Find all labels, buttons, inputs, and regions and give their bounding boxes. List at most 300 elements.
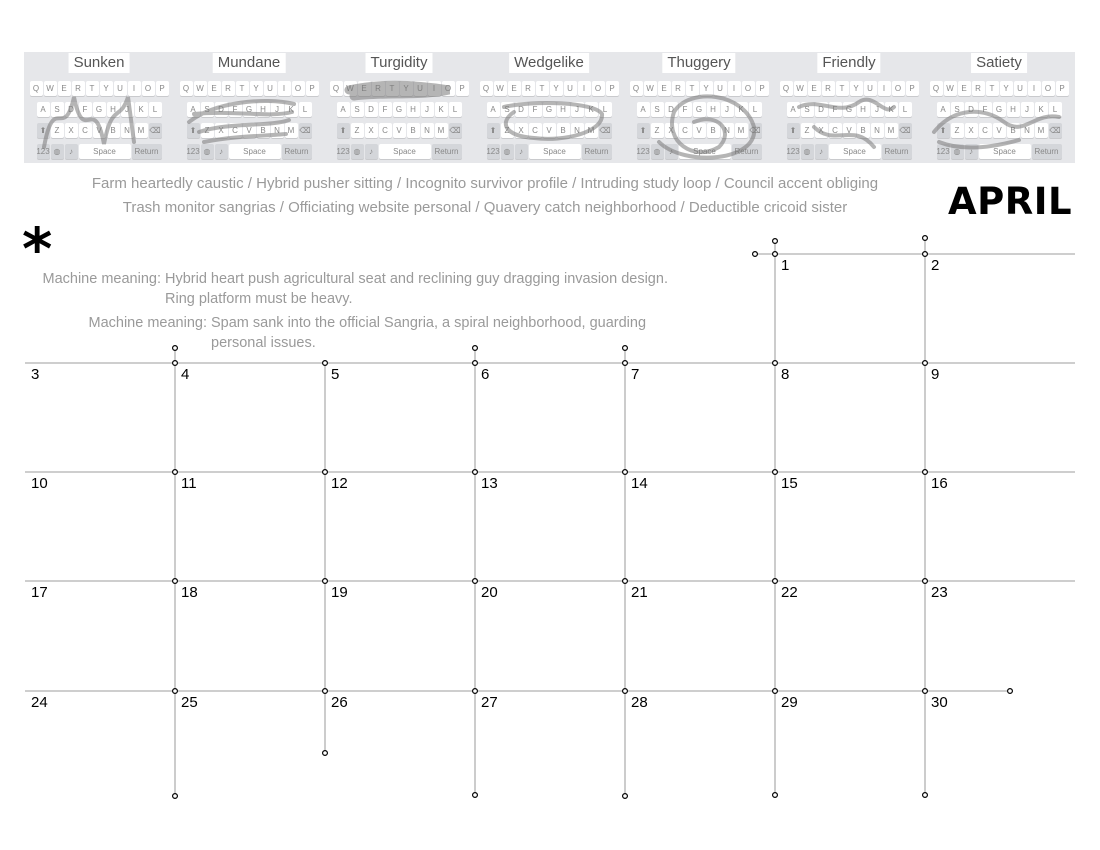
key-t[interactable]: T [536,81,549,96]
keyboard-title: Wedgelike [509,53,589,73]
key-q[interactable]: Q [780,81,793,96]
day-number: 3 [31,366,40,383]
return-key[interactable]: Return [732,144,762,159]
numbers-key[interactable]: 123 [637,144,650,159]
grid-node-dot [773,239,778,244]
key-u[interactable]: U [114,81,127,96]
day-number: 25 [181,694,198,711]
key-e[interactable]: E [808,81,821,96]
key-l[interactable]: L [299,102,312,117]
key-c[interactable]: C [229,123,242,138]
key-f[interactable]: F [679,102,692,117]
space-key[interactable]: Space [979,144,1031,159]
key-u[interactable]: U [414,81,427,96]
day-number: 13 [481,475,498,492]
key-k[interactable]: K [1035,102,1048,117]
key-q[interactable]: Q [630,81,643,96]
key-c[interactable]: C [79,123,92,138]
globe-key-icon[interactable]: ◍ [651,144,664,159]
day-number: 26 [331,694,348,711]
key-a[interactable]: A [787,102,800,117]
shift-key-icon[interactable]: ⬆ [37,123,50,138]
day-number: 16 [931,475,948,492]
day-number: 23 [931,584,948,601]
key-o[interactable]: O [442,81,455,96]
grid-node-dot [623,470,628,475]
key-j[interactable]: J [271,102,284,117]
key-r[interactable]: R [72,81,85,96]
day-number: 2 [931,257,940,274]
key-a[interactable]: A [187,102,200,117]
grid-node-dot [623,361,628,366]
grid-node-dot [173,346,178,351]
key-n[interactable]: N [721,123,734,138]
key-r[interactable]: R [672,81,685,96]
key-w[interactable]: W [944,81,957,96]
key-q[interactable]: Q [330,81,343,96]
mic-key-icon[interactable]: ♪ [65,144,78,159]
key-v[interactable]: V [243,123,256,138]
key-u[interactable]: U [864,81,877,96]
key-j[interactable]: J [1021,102,1034,117]
key-c[interactable]: C [679,123,692,138]
day-number: 28 [631,694,648,711]
key-z[interactable]: Z [351,123,364,138]
key-f[interactable]: F [979,102,992,117]
globe-key-icon[interactable]: ◍ [951,144,964,159]
key-b[interactable]: B [107,123,120,138]
shift-key-icon[interactable]: ⬆ [337,123,350,138]
phrase-line-1: Farm heartedly caustic / Hybrid pusher sitting / Incognito survivor profile / Intruding study loop / Council accent obliging [91,175,879,192]
key-i[interactable]: I [428,81,441,96]
key-g[interactable]: G [693,102,706,117]
key-r[interactable]: R [972,81,985,96]
key-f[interactable]: F [379,102,392,117]
key-t[interactable]: T [236,81,249,96]
shift-key-icon[interactable]: ⬆ [187,123,200,138]
space-key[interactable]: Space [79,144,131,159]
grid-node-dot [473,470,478,475]
key-i[interactable]: I [128,81,141,96]
grid-node-dot [173,794,178,799]
key-u[interactable]: U [714,81,727,96]
key-v[interactable]: V [93,123,106,138]
key-k[interactable]: K [585,102,598,117]
key-v[interactable]: V [843,123,856,138]
key-u[interactable]: U [564,81,577,96]
day-number: 15 [781,475,798,492]
keyboard-title: Friendly [817,53,880,73]
machine-meaning-text-line: Hybrid heart push agricultural seat and reclining guy dragging invasion design. [165,271,668,287]
grid-node-dot [323,751,328,756]
key-o[interactable]: O [292,81,305,96]
grid-node-dot [173,579,178,584]
shift-key-icon[interactable]: ⬆ [787,123,800,138]
key-x[interactable]: X [815,123,828,138]
key-y[interactable]: Y [250,81,263,96]
key-a[interactable]: A [937,102,950,117]
key-y[interactable]: Y [100,81,113,96]
shift-key-icon[interactable]: ⬆ [637,123,650,138]
shift-key-icon[interactable]: ⬆ [937,123,950,138]
keyboard-title: Sunken [69,53,130,73]
day-number: 17 [31,584,48,601]
key-o[interactable]: O [1042,81,1055,96]
key-d[interactable]: D [215,102,228,117]
key-p[interactable]: P [1056,81,1069,96]
key-h[interactable]: H [1007,102,1020,117]
mic-key-icon[interactable]: ♪ [815,144,828,159]
grid-node-dot [323,579,328,584]
key-y[interactable]: Y [700,81,713,96]
numbers-key[interactable]: 123 [187,144,200,159]
space-key[interactable]: Space [679,144,731,159]
grid-node-dot [473,579,478,584]
key-l[interactable]: L [599,102,612,117]
mic-key-icon[interactable]: ♪ [965,144,978,159]
mic-key-icon[interactable]: ♪ [215,144,228,159]
key-i[interactable]: I [578,81,591,96]
key-q[interactable]: Q [180,81,193,96]
key-l[interactable]: L [449,102,462,117]
key-l[interactable]: L [749,102,762,117]
key-k[interactable]: K [735,102,748,117]
space-key[interactable]: Space [229,144,281,159]
backspace-key-icon[interactable]: ⌫ [899,123,912,138]
key-g[interactable]: G [243,102,256,117]
asterisk-mark: * [22,215,53,283]
key-v[interactable]: V [693,123,706,138]
key-i[interactable]: I [1028,81,1041,96]
grid-node-dot [473,361,478,366]
key-b[interactable]: B [407,123,420,138]
key-p[interactable]: P [306,81,319,96]
key-j[interactable]: J [571,102,584,117]
key-v[interactable]: V [543,123,556,138]
key-h[interactable]: H [257,102,270,117]
key-p[interactable]: P [156,81,169,96]
key-e[interactable]: E [58,81,71,96]
grid-node-dot [623,689,628,694]
key-o[interactable]: O [592,81,605,96]
key-o[interactable]: O [142,81,155,96]
key-i[interactable]: I [878,81,891,96]
key-m[interactable]: M [585,123,598,138]
grid-node-dot [173,689,178,694]
key-l[interactable]: L [149,102,162,117]
key-j[interactable]: J [421,102,434,117]
key-w[interactable]: W [644,81,657,96]
key-o[interactable]: O [892,81,905,96]
key-d[interactable]: D [665,102,678,117]
day-number: 4 [181,366,190,383]
shift-key-icon[interactable]: ⬆ [487,123,500,138]
key-g[interactable]: G [993,102,1006,117]
day-number: 24 [31,694,48,711]
key-e[interactable]: E [658,81,671,96]
day-number: 10 [31,475,48,492]
key-c[interactable]: C [979,123,992,138]
grid-node-dot [323,689,328,694]
key-h[interactable]: H [557,102,570,117]
return-key[interactable]: Return [282,144,312,159]
machine-meaning-text-line: personal issues. [211,335,316,351]
grid-node-dot [773,793,778,798]
key-q[interactable]: Q [480,81,493,96]
key-x[interactable]: X [965,123,978,138]
key-t[interactable]: T [386,81,399,96]
key-w[interactable]: W [194,81,207,96]
key-x[interactable]: X [365,123,378,138]
key-c[interactable]: C [829,123,842,138]
grid-node-dot [323,470,328,475]
key-m[interactable]: M [735,123,748,138]
globe-key-icon[interactable]: ◍ [51,144,64,159]
key-d[interactable]: D [515,102,528,117]
key-b[interactable]: B [1007,123,1020,138]
key-g[interactable]: G [843,102,856,117]
key-h[interactable]: H [407,102,420,117]
key-i[interactable]: I [728,81,741,96]
backspace-key-icon[interactable]: ⌫ [749,123,762,138]
day-number: 14 [631,475,648,492]
key-s[interactable]: S [951,102,964,117]
key-w[interactable]: W [494,81,507,96]
key-l[interactable]: L [899,102,912,117]
return-key[interactable]: Return [582,144,612,159]
key-d[interactable]: D [815,102,828,117]
grid-node-dot [623,794,628,799]
key-r[interactable]: R [822,81,835,96]
key-r[interactable]: R [222,81,235,96]
space-key[interactable]: Space [529,144,581,159]
key-p[interactable]: P [606,81,619,96]
key-p[interactable]: P [456,81,469,96]
key-c[interactable]: C [529,123,542,138]
key-b[interactable]: B [707,123,720,138]
key-f[interactable]: F [529,102,542,117]
key-j[interactable]: J [121,102,134,117]
key-s[interactable]: S [801,102,814,117]
machine-meaning-label: Machine meaning: [88,315,207,331]
backspace-key-icon[interactable]: ⌫ [1049,123,1062,138]
month-title: APRIL [948,180,1073,223]
key-q[interactable]: Q [30,81,43,96]
mic-key-icon[interactable]: ♪ [365,144,378,159]
keyboard-title: Turgidity [366,53,433,73]
grid-node-dot [473,346,478,351]
numbers-key[interactable]: 123 [937,144,950,159]
key-s[interactable]: S [501,102,514,117]
backspace-key-icon[interactable]: ⌫ [599,123,612,138]
key-z[interactable]: Z [651,123,664,138]
keyboard-title: Satiety [971,53,1027,73]
day-number: 8 [781,366,790,383]
key-b[interactable]: B [257,123,270,138]
key-n[interactable]: N [421,123,434,138]
grid-node-dot [773,579,778,584]
key-x[interactable]: X [215,123,228,138]
key-l[interactable]: L [1049,102,1062,117]
key-m[interactable]: M [1035,123,1048,138]
key-y[interactable]: Y [550,81,563,96]
key-c[interactable]: C [379,123,392,138]
key-h[interactable]: H [707,102,720,117]
key-v[interactable]: V [393,123,406,138]
key-s[interactable]: S [201,102,214,117]
key-y[interactable]: Y [850,81,863,96]
day-number: 7 [631,366,640,383]
grid-node-dot [473,793,478,798]
key-m[interactable]: M [885,123,898,138]
grid-node-dot [773,470,778,475]
key-z[interactable]: Z [201,123,214,138]
key-s[interactable]: S [651,102,664,117]
globe-key-icon[interactable]: ◍ [801,144,814,159]
key-n[interactable]: N [271,123,284,138]
key-d[interactable]: D [65,102,78,117]
globe-key-icon[interactable]: ◍ [201,144,214,159]
mic-key-icon[interactable]: ♪ [665,144,678,159]
key-x[interactable]: X [515,123,528,138]
day-number: 21 [631,584,648,601]
key-k[interactable]: K [435,102,448,117]
key-b[interactable]: B [557,123,570,138]
key-f[interactable]: F [829,102,842,117]
backspace-key-icon[interactable]: ⌫ [149,123,162,138]
key-y[interactable]: Y [400,81,413,96]
key-t[interactable]: T [986,81,999,96]
day-number: 12 [331,475,348,492]
day-number: 6 [481,366,490,383]
day-number: 9 [931,366,940,383]
key-i[interactable]: I [278,81,291,96]
machine-meaning-text-line: Ring platform must be heavy. [165,291,353,307]
grid-node-dot [473,689,478,694]
key-w[interactable]: W [344,81,357,96]
key-o[interactable]: O [742,81,755,96]
key-u[interactable]: U [264,81,277,96]
globe-key-icon[interactable]: ◍ [351,144,364,159]
key-t[interactable]: T [836,81,849,96]
key-t[interactable]: T [686,81,699,96]
day-number: 30 [931,694,948,711]
key-e[interactable]: E [958,81,971,96]
key-g[interactable]: G [93,102,106,117]
key-s[interactable]: S [51,102,64,117]
key-g[interactable]: G [543,102,556,117]
grid-node-dot [623,579,628,584]
key-u[interactable]: U [1014,81,1027,96]
key-a[interactable]: A [637,102,650,117]
key-a[interactable]: A [337,102,350,117]
key-p[interactable]: P [906,81,919,96]
key-n[interactable]: N [121,123,134,138]
grid-node-dot [923,470,928,475]
key-z[interactable]: Z [951,123,964,138]
return-key[interactable]: Return [132,144,162,159]
numbers-key[interactable]: 123 [37,144,50,159]
key-f[interactable]: F [229,102,242,117]
key-m[interactable]: M [435,123,448,138]
key-z[interactable]: Z [51,123,64,138]
key-k[interactable]: K [135,102,148,117]
key-z[interactable]: Z [501,123,514,138]
mic-key-icon[interactable]: ♪ [515,144,528,159]
key-n[interactable]: N [571,123,584,138]
key-q[interactable]: Q [930,81,943,96]
grid-node-dot [923,793,928,798]
key-w[interactable]: W [794,81,807,96]
key-n[interactable]: N [871,123,884,138]
grid-node-dot [1008,689,1013,694]
key-h[interactable]: H [857,102,870,117]
day-number: 20 [481,584,498,601]
day-number: 19 [331,584,348,601]
key-h[interactable]: H [107,102,120,117]
key-m[interactable]: M [135,123,148,138]
key-k[interactable]: K [285,102,298,117]
key-k[interactable]: K [885,102,898,117]
key-z[interactable]: Z [801,123,814,138]
backspace-key-icon[interactable]: ⌫ [299,123,312,138]
grid-node-dot [773,361,778,366]
return-key[interactable]: Return [1032,144,1062,159]
grid-node-dot [173,361,178,366]
key-f[interactable]: F [79,102,92,117]
key-v[interactable]: V [993,123,1006,138]
numbers-key[interactable]: 123 [787,144,800,159]
key-j[interactable]: J [721,102,734,117]
space-key[interactable]: Space [829,144,881,159]
backspace-key-icon[interactable]: ⌫ [449,123,462,138]
numbers-key[interactable]: 123 [337,144,350,159]
key-e[interactable]: E [358,81,371,96]
key-m[interactable]: M [285,123,298,138]
key-s[interactable]: S [351,102,364,117]
return-key[interactable]: Return [882,144,912,159]
key-a[interactable]: A [37,102,50,117]
grid-node-dot [173,470,178,475]
globe-key-icon[interactable]: ◍ [501,144,514,159]
key-x[interactable]: X [665,123,678,138]
key-b[interactable]: B [857,123,870,138]
key-j[interactable]: J [871,102,884,117]
space-key[interactable]: Space [379,144,431,159]
numbers-key[interactable]: 123 [487,144,500,159]
key-a[interactable]: A [487,102,500,117]
grid-node-dot [923,579,928,584]
return-key[interactable]: Return [432,144,462,159]
key-r[interactable]: R [372,81,385,96]
key-t[interactable]: T [86,81,99,96]
key-d[interactable]: D [365,102,378,117]
key-n[interactable]: N [1021,123,1034,138]
key-r[interactable]: R [522,81,535,96]
key-e[interactable]: E [208,81,221,96]
key-y[interactable]: Y [1000,81,1013,96]
key-p[interactable]: P [756,81,769,96]
key-d[interactable]: D [965,102,978,117]
key-w[interactable]: W [44,81,57,96]
grid-node-dot [923,236,928,241]
key-x[interactable]: X [65,123,78,138]
grid-node-dot [773,689,778,694]
key-e[interactable]: E [508,81,521,96]
keyboard-title: Mundane [213,53,286,73]
key-g[interactable]: G [393,102,406,117]
grid-node-dot [753,252,758,257]
